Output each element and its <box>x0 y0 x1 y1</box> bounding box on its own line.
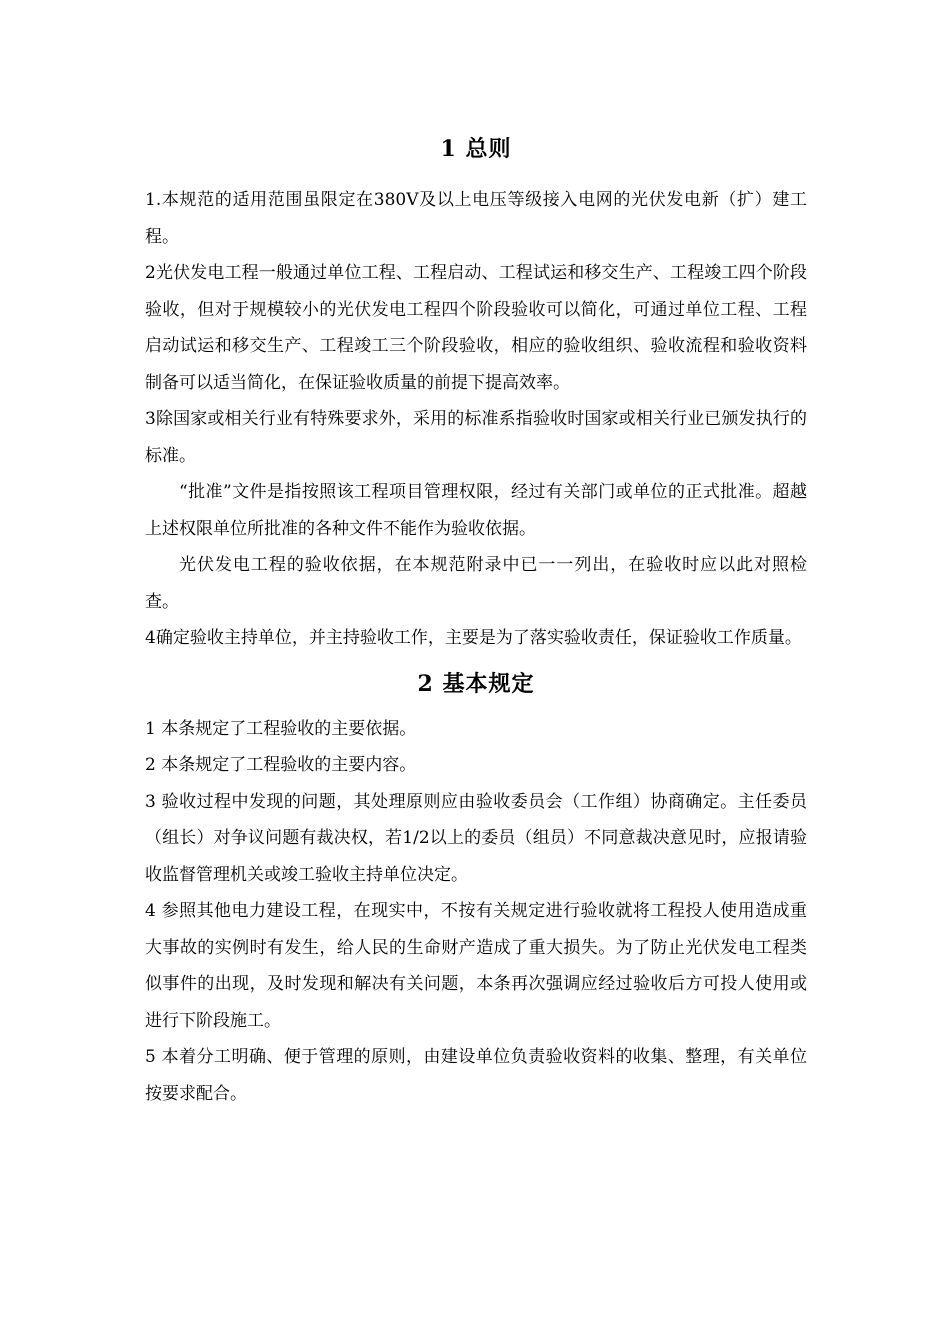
section-1-paragraph-6: 4确定验收主持单位，并主持验收工作，主要是为了落实验收责任，保证验收工作质量。 <box>145 628 802 648</box>
section-1-paragraph-3: 3除国家或相关行业有特殊要求外，采用的标准系指验收时国家或相关行业已颁发执行的标准。 <box>145 409 807 466</box>
section-1-paragraph-2: 2光伏发电工程一般通过单位工程、工程启动、工程试运和移交生产、工程竣工四个阶段验收，但对于规模较小的光伏发电工程四个阶段验收可以简化，可通过单位工程、工程启动试运和移交生产、工程竣工三个阶段验收，相应的验收组织、验收流程和验收资料制备可以适当简化，在保证验收质量的前提下提高效率。 <box>145 263 807 393</box>
section-1-paragraph-1: 1.本规范的适用范围虽限定在380V及以上电压等级接入电网的光伏发电新（扩）建工程。 <box>145 190 807 247</box>
section-2-heading: 2 基本规定 <box>417 670 535 697</box>
section-2-paragraph-2: 2 本条规定了工程验收的主要内容。 <box>145 755 417 775</box>
section-1-paragraph-5: 光伏发电工程的验收依据，在本规范附录中已一一列出，在验收时应以此对照检查。 <box>145 555 807 612</box>
section-2-paragraph-1: 1 本条规定了工程验收的主要依据。 <box>145 718 417 739</box>
document-page <box>145 130 807 1112</box>
section-2-paragraph-3: 3 验收过程中发现的问题，其处理原则应由验收委员会（工作组）协商确定。主任委员（组长）对争议问题有裁决权，若1/2以上的委员（组员）不同意裁决意见时，应报请验收监督管理机关或竣工验收主持单位决定。 <box>145 791 807 885</box>
section-1-heading: 1 总则 <box>440 136 512 162</box>
section-2-paragraph-4: 4 参照其他电力建设工程，在现实中，不按有关规定进行验收就将工程投人使用造成重大事故的实例时有发生，给人民的生命财产造成了重大损失。为了防止光伏发电工程类似事件的出现，及时发现和解决有关问题，本条再次强调应经过验收后方可投人使用或进行下阶段施工。 <box>145 901 807 1031</box>
section-1-paragraph-4: “批准”文件是指按照该工程项目管理权限，经过有关部门或单位的正式批准。超越上述权限单位所批准的各种文件不能作为验收依据。 <box>145 482 807 539</box>
section-2-paragraph-5: 5 本着分工明确、便于管理的原则，由建设单位负责验收资料的收集、整理，有关单位按要求配合。 <box>145 1047 807 1104</box>
